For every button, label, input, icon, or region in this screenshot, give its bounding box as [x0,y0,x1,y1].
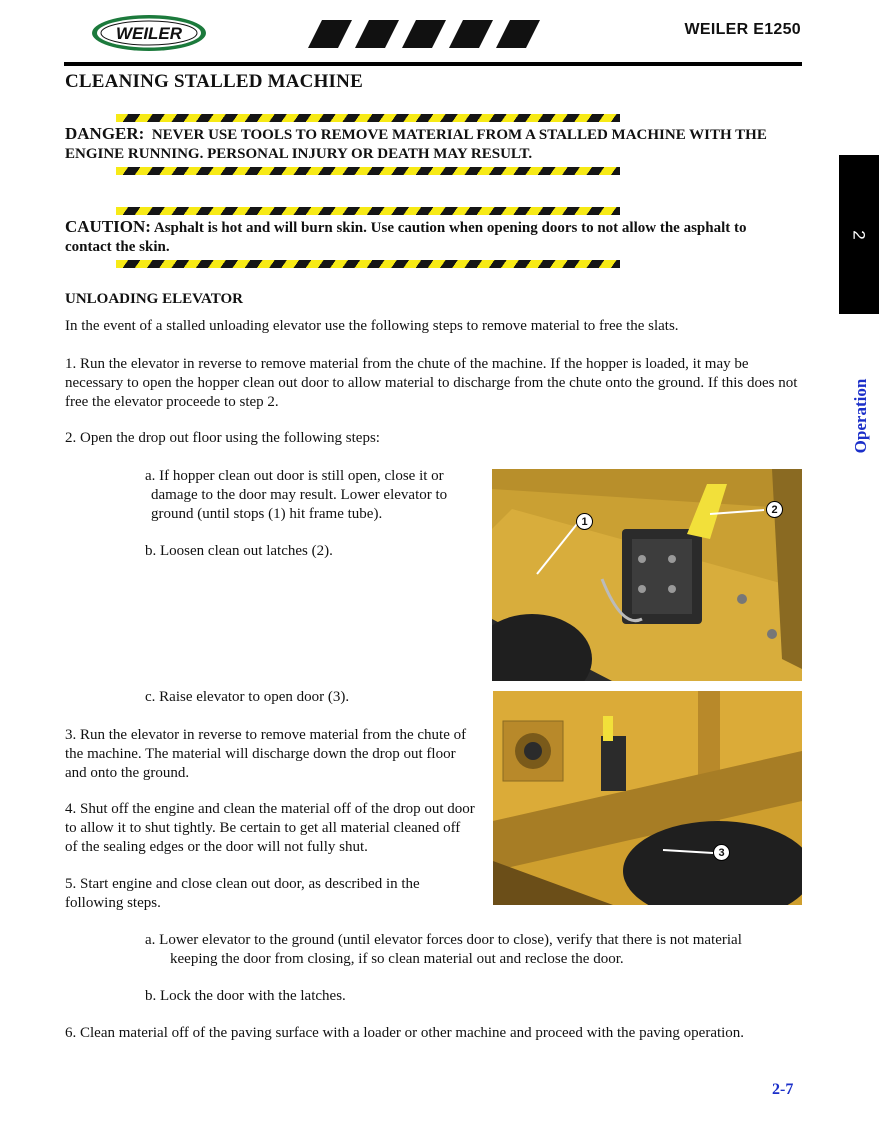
header-rule [64,62,802,66]
hazard-bar [116,207,620,215]
hazard-bar [116,167,620,175]
chapter-label: Operation [851,378,870,454]
step-5b: b. Lock the door with the latches. [145,988,346,1004]
step-2a-line-1: a. If hopper clean out door is still open, close it or [145,468,444,484]
hazard-bar [116,114,620,122]
callout-1: 1 [576,513,593,530]
step-3: 3. Run the elevator in reverse to remove material from the chute of the machine. The material will discharge down the drop out floor and onto the ground. [65,727,467,781]
intro-paragraph: In the event of a stalled unloading elevator use the following steps to remove material to free the slats. [65,318,679,334]
caution-lead: CAUTION: [65,217,151,236]
step-2a-line-2: damage to the door may result. Lower elevator to [151,487,448,503]
danger-lead: DANGER: [65,124,145,143]
callout-3: 3 [713,844,730,861]
danger-text: NEVER USE TOOLS TO REMOVE MATERIAL FROM A STALLED MACHINE WITH THE ENGINE RUNNING. PERSONAL INJURY OR DEATH MAY RESULT. [65,127,767,162]
step-2c: c. Raise elevator to open door (3). [145,689,350,705]
step-6: 6. Clean material off of the paving surface with a loader or other machine and proceed with the paving operation. [65,1025,745,1041]
hazard-bar [116,260,620,268]
step-1: 1. Run the elevator in reverse to remove material from the chute of the machine. If the hopper is loaded, it may be necessary to open the hopper clean out door to allow material to discharge from the chute onto the ground. If this does not free the elevator proceede to step 2. [65,356,798,410]
step-4: 4. Shut off the engine and clean the material off of the drop out door to allow it to shut tightly. Be certain to get all material cleaned off of the sealing edges or the door will not fully shut. [65,801,475,855]
photo-elevator-door [493,691,802,905]
section-heading: UNLOADING ELEVATOR [65,291,243,307]
photo-latch-closeup [492,469,802,681]
page-title: CLEANING STALLED MACHINE [65,71,363,92]
page-number: 2-7 [772,1081,794,1098]
step-5a-line-1: a. Lower elevator to the ground (until elevator forces door to close), verify that there is not material [145,932,742,948]
caution-text: Asphalt is hot and will burn skin. Use caution when opening doors to not allow the asphalt to contact the skin. [65,220,747,255]
caution-notice [65,217,795,257]
header-stripes [308,20,540,48]
danger-notice [65,124,810,164]
step-5: 5. Start engine and close clean out door, as described in the following steps. [65,876,420,911]
step-5a-line-2: keeping the door from closing, if so clean material out and reclose the door. [170,951,624,967]
callout-2: 2 [766,501,783,518]
step-2a-line-3: ground (until stops (1) hit frame tube). [151,506,383,522]
step-2: 2. Open the drop out floor using the following steps: [65,430,380,446]
step-2b: b. Loosen clean out latches (2). [145,543,333,559]
weiler-logo [90,13,208,53]
logo-text: WEILER [115,24,183,43]
chapter-tab [839,155,879,314]
chapter-number: 2 [850,229,869,240]
header-model: WEILER E1250 [684,21,801,38]
